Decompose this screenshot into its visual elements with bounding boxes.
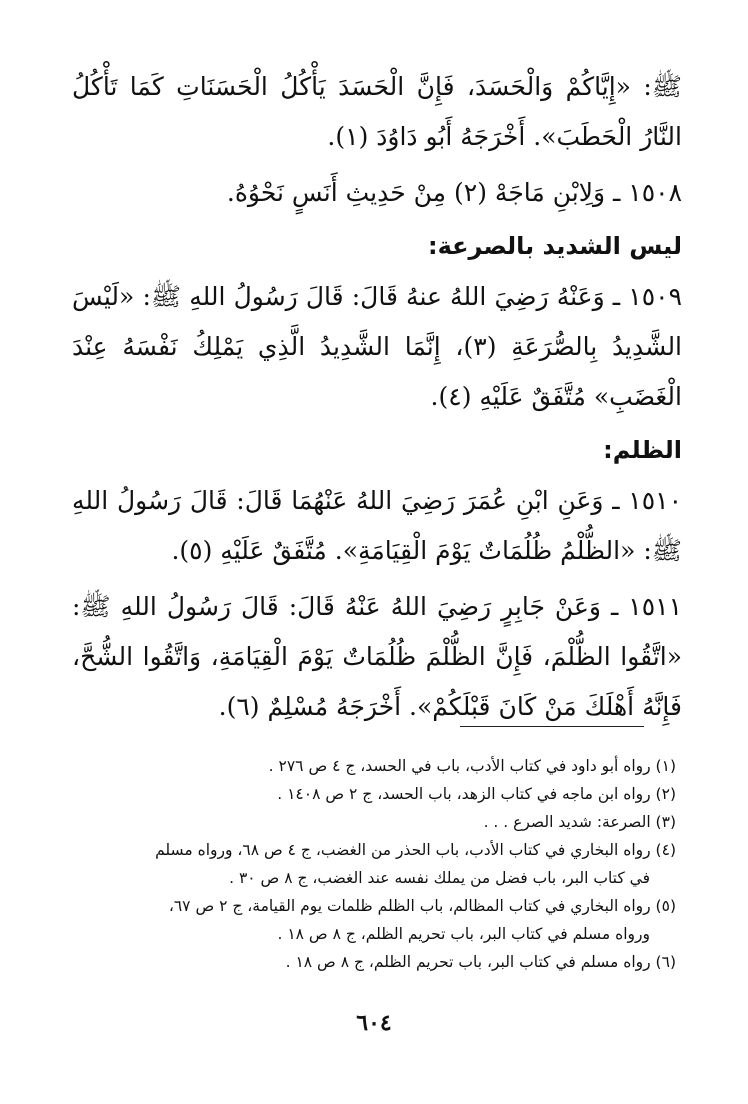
footnote-6: (٦) رواه مسلم في كتاب البر، باب تحريم الظلم، ج ٨ ص ١٨ . [285, 953, 676, 971]
footnote-5 [80, 892, 676, 948]
section-heading-sura: ليس الشديد بالصرعة: [427, 232, 682, 260]
footnote-2: (٢) رواه ابن ماجه في كتاب الزهد، باب الحسد، ج ٢ ص ١٤٠٨ . [277, 785, 676, 803]
hadith-1508: ١٥٠٨ ـ وَلِابْنِ مَاجَهْ (٢) مِنْ حَدِيثِ أَنَسٍ نَحْوُهُ. [226, 178, 682, 207]
footnote-4-line-1: (٤) رواه البخاري في كتاب الأدب، باب الحذر من الغضب، ج ٤ ص ٦٨، ورواه مسلم [155, 841, 676, 859]
footnote-4 [80, 836, 676, 892]
footnote-1: (١) رواه أبو داود في كتاب الأدب، باب في الحسد، ج ٤ ص ٢٧٦ . [268, 757, 676, 775]
hadith-1511: ١٥١١ ـ وَعَنْ جَابِرٍ رَضِيَ اللهُ عَنْهُ قَالَ: قَالَ رَسُولُ اللهِ ﷺ: «اتَّقُوا الظُّلْمَ، فَإِنَّ الظُّلْمَ ظُلُمَاتٌ يَوْمَ الْقِيَامَةِ، وَاتَّقُوا الشُّحَّ، فَإِنَّهُ أَهْلَكَ مَنْ كَانَ قَبْلَكُمْ». أَخْرَجَهُ مُسْلِمٌ (٦). [72, 592, 682, 721]
main-text [72, 62, 682, 732]
hadith-1509: ١٥٠٩ ـ وَعَنْهُ رَضِيَ اللهُ عنهُ قَالَ: قَالَ رَسُولُ اللهِ ﷺ: «لَيْسَ الشَّدِيدُ بِالصُّرَعَةِ (٣)، إِنَّمَا الشَّدِيدُ الَّذِي يَمْلِكُ نَفْسَهُ عِنْدَ الْغَضَبِ» مُتَّفَقٌ عَلَيْهِ (٤). [72, 282, 683, 411]
footnote-5-line-2: ورواه مسلم في كتاب البر، باب تحريم الظلم، ج ٨ ص ١٨ . [277, 925, 650, 943]
hadith-1510: ١٥١٠ ـ وَعَنِ ابْنِ عُمَرَ رَضِيَ اللهُ عَنْهُمَا قَالَ: قَالَ رَسُولُ اللهِ ﷺ: «الظُّلْمُ ظُلُمَاتٌ يَوْمَ الْقِيَامَةِ». مُتَّفَقٌ عَلَيْهِ (٥). [72, 486, 682, 565]
footnotes [80, 752, 676, 976]
paragraph-hasad: ﷺ: «إِيَّاكُمْ وَالْحَسَدَ، فَإِنَّ الْحَسَدَ يَأْكُلُ الْحَسَنَاتِ كَمَا تَأْكُلُ النَّارُ الْحَطَبَ». أَخْرَجَهُ أَبُو دَاوُدَ (١). [72, 72, 682, 151]
footnote-4-line-2: في كتاب البر، باب فضل من يملك نفسه عند الغضب، ج ٨ ص ٣٠ . [229, 869, 650, 887]
section-heading-zulm: الظلم: [603, 436, 682, 464]
footnote-divider [460, 726, 644, 727]
footnote-3: (٣) الصرعة: شديد الصرع . . . [483, 813, 676, 831]
footnote-5-line-1: (٥) رواه البخاري في كتاب المظالم، باب الظلم ظلمات يوم القيامة، ج ٢ ص ٦٧، [168, 897, 676, 915]
page-number: ٦٠٤ [356, 1010, 392, 1036]
